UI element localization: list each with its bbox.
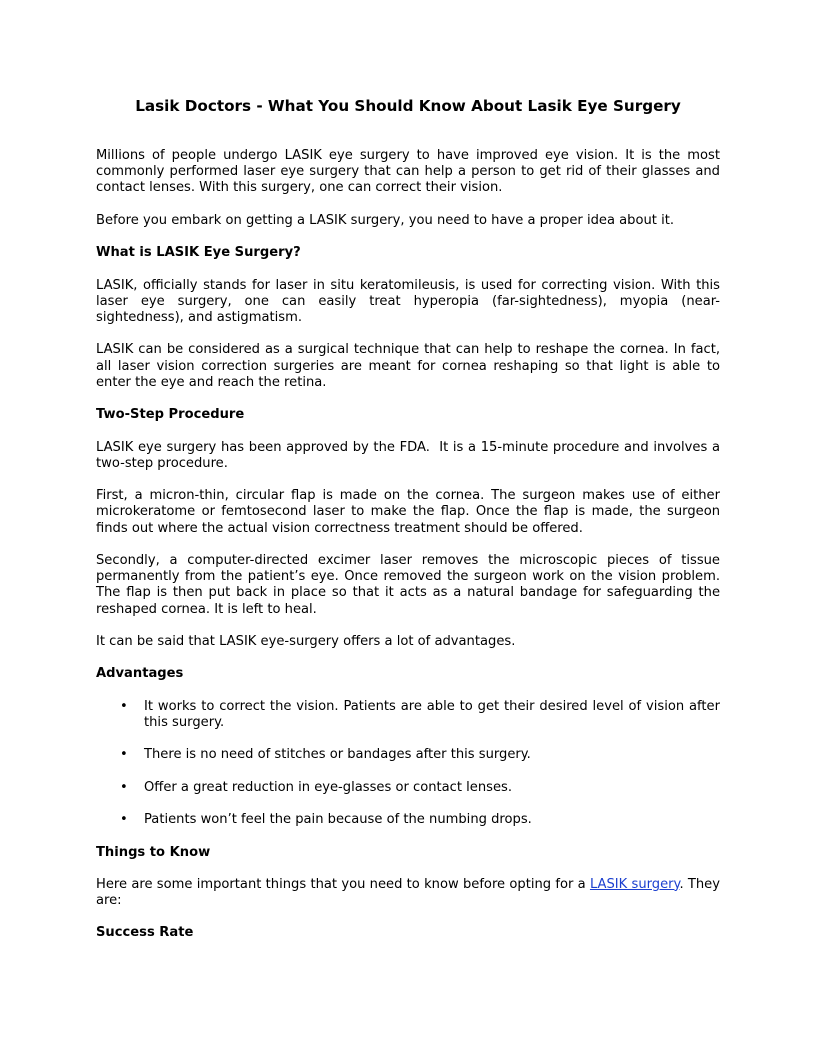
advantages-list [96,699,720,829]
section-heading-advantages: Advantages [96,666,184,682]
section-heading-two-step-procedure: Two-Step Procedure [96,407,245,423]
what-is-paragraph-2: LASIK can be considered as a surgical technique that can help to reshape the cornea. In fact, all laser vision correction surgeries are meant for cornea reshaping so that light is able to enter the eye and reach the retina. [96,342,720,390]
intro-paragraph-2: Before you embark on getting a LASIK surgery, you need to have a proper idea about it. [96,212,675,228]
lasik-surgery-link[interactable]: LASIK surgery [589,876,680,892]
things-text-after-link: . They are: [96,876,720,909]
list-item: • Offer a great reduction in eye-glasses or contact lenses. [96,780,720,796]
list-item: • There is no need of stitches or bandages after this surgery. [96,747,720,763]
list-item: • It works to correct the vision. Patients are able to get their desired level of vision after this surgery. [96,699,720,731]
section-heading-success-rate: Success Rate [96,925,194,941]
page-title: Lasik Doctors - What You Should Know About Lasik Eye Surgery [135,97,681,115]
intro-paragraph-1: Millions of people undergo LASIK eye surgery to have improved eye vision. It is the most commonly performed laser eye surgery that can help a person to get rid of their glasses and contact lenses. With this surgery, one can correct their vision. [96,148,720,196]
what-is-paragraph-1: LASIK, officially stands for laser in situ keratomileusis, is used for correcting vision. With this laser eye surgery, one can easily treat hyperopia (far-sightedness), myopia (near-sightedness), and astigmatism. [96,277,720,325]
section-heading-what-is-lasik: What is LASIK Eye Surgery? [96,245,301,261]
procedure-paragraph-1: LASIK eye surgery has been approved by the FDA. It is a 15-minute procedure and involves a two-step procedure. [96,439,725,471]
section-heading-things-to-know: Things to Know [96,844,211,860]
procedure-paragraph-4: It can be said that LASIK eye-surgery offers a lot of advantages. [96,633,516,649]
things-paragraph-1 [96,877,720,909]
list-item: • Patients won’t feel the pain because of the numbing drops. [96,812,720,828]
things-text-before-link: Here are some important things that you need to know before opting for a [96,876,590,892]
procedure-paragraph-2: First, a micron-thin, circular flap is made on the cornea. The surgeon makes use of either microkeratome or femtosecond laser to make the flap. Once the flap is made, the surgeon finds out where the actual vision correctness treatment should be offered. [96,488,720,536]
procedure-paragraph-3: Secondly, a computer-directed excimer laser removes the microscopic pieces of tissue permanently from the patient’s eye. Once removed the surgeon work on the vision problem. The flap is then put back in place so that it acts as a natural bandage for safeguarding the reshaped cornea. It is left to heal. [96,552,720,617]
document-body [96,148,725,942]
